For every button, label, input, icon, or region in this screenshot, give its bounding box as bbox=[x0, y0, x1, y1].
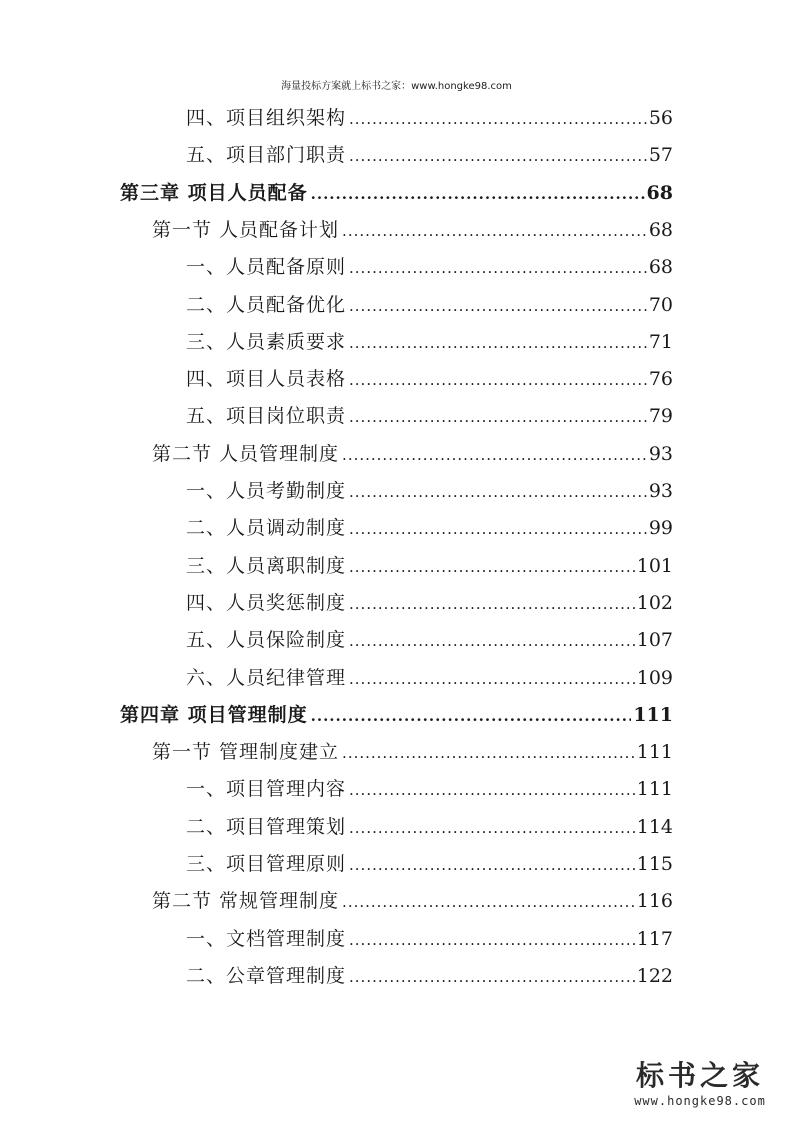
toc-entry-page: 122 bbox=[636, 964, 673, 987]
toc-leader-dots bbox=[349, 402, 647, 432]
toc-entry[interactable] bbox=[186, 252, 673, 282]
toc-entry[interactable] bbox=[186, 663, 673, 693]
toc-leader-dots bbox=[311, 179, 645, 209]
toc-entry-page: 76 bbox=[648, 368, 673, 391]
toc-entry[interactable] bbox=[186, 588, 673, 618]
toc-entry-page: 93 bbox=[648, 442, 673, 465]
toc-entry-label: 第二节 人员管理制度 bbox=[152, 442, 340, 465]
toc-entry-label: 二、项目管理策划 bbox=[186, 815, 347, 838]
toc-leader-dots bbox=[349, 925, 635, 955]
toc-entry[interactable] bbox=[186, 401, 673, 431]
toc-entry-label: 一、人员配备原则 bbox=[186, 256, 347, 279]
toc-entry-label: 二、人员调动制度 bbox=[186, 517, 347, 540]
toc-entry-page: 71 bbox=[648, 330, 673, 353]
toc-leader-dots bbox=[349, 626, 635, 656]
toc-entry-label: 一、项目管理内容 bbox=[186, 778, 347, 801]
toc-entry-label: 第二节 常规管理制度 bbox=[152, 890, 340, 913]
toc-section-entry[interactable] bbox=[152, 886, 673, 916]
toc-entry-page: 101 bbox=[636, 554, 673, 577]
toc-entry-label: 六、人员纪律管理 bbox=[186, 666, 347, 689]
toc-leader-dots bbox=[349, 514, 647, 544]
site-logo bbox=[625, 1054, 775, 1108]
toc-entry-label: 三、人员素质要求 bbox=[186, 330, 347, 353]
toc-entry[interactable] bbox=[186, 513, 673, 543]
toc-leader-dots bbox=[349, 328, 647, 358]
toc-leader-dots bbox=[349, 589, 635, 619]
toc-entry-label: 二、公章管理制度 bbox=[186, 964, 347, 987]
toc-entry[interactable] bbox=[186, 849, 673, 879]
toc-chapter-entry[interactable] bbox=[120, 700, 673, 730]
toc-entry-label: 三、人员离职制度 bbox=[186, 554, 347, 577]
toc-entry[interactable] bbox=[186, 924, 673, 954]
toc-entry-page: 111 bbox=[636, 778, 673, 801]
toc-leader-dots bbox=[342, 440, 647, 470]
toc-entry-page: 99 bbox=[648, 517, 673, 540]
toc-entry-page: 68 bbox=[648, 218, 673, 241]
toc-leader-dots bbox=[349, 477, 647, 507]
toc-leader-dots bbox=[349, 664, 635, 694]
page-header: 海量投标方案就上标书之家：www.hongke98.com bbox=[281, 81, 512, 92]
toc-entry[interactable] bbox=[186, 961, 673, 991]
toc-entry[interactable] bbox=[186, 364, 673, 394]
toc-entry-label: 三、项目管理原则 bbox=[186, 853, 347, 875]
toc-entry-page: 115 bbox=[636, 853, 673, 875]
toc-entry-label: 第四章 项目管理制度 bbox=[120, 703, 308, 726]
toc-entry-page: 111 bbox=[636, 741, 673, 764]
toc-entry-page: 116 bbox=[636, 890, 673, 913]
toc-entry-label: 五、项目部门职责 bbox=[186, 144, 347, 167]
toc-entry[interactable] bbox=[186, 551, 673, 581]
toc-entry[interactable] bbox=[186, 476, 673, 506]
toc-entry-page: 102 bbox=[636, 591, 673, 614]
toc-entry[interactable] bbox=[186, 327, 673, 357]
toc-entry-label: 第一节 管理制度建立 bbox=[152, 741, 340, 764]
toc-section-entry[interactable] bbox=[152, 737, 673, 767]
toc-entry-page: 70 bbox=[648, 293, 673, 316]
toc-entry-page: 107 bbox=[636, 629, 673, 652]
toc-section-entry[interactable] bbox=[152, 439, 673, 469]
toc-leader-dots bbox=[342, 216, 647, 246]
toc-entry-page: 93 bbox=[648, 480, 673, 502]
toc-entry-page: 57 bbox=[648, 144, 673, 167]
toc-leader-dots bbox=[311, 701, 632, 731]
toc-entry-label: 二、人员配备优化 bbox=[186, 293, 347, 316]
toc-entry-page: 79 bbox=[648, 405, 673, 428]
toc-section-entry[interactable] bbox=[152, 215, 673, 245]
toc-entry[interactable] bbox=[186, 140, 673, 170]
toc-entry-page: 117 bbox=[636, 927, 673, 950]
toc-leader-dots bbox=[349, 552, 635, 582]
toc-leader-dots bbox=[342, 887, 635, 917]
toc-entry-label: 五、项目岗位职责 bbox=[186, 405, 347, 428]
toc-leader-dots bbox=[342, 738, 635, 768]
toc-entry-page: 68 bbox=[648, 256, 673, 279]
toc-leader-dots bbox=[349, 365, 647, 395]
toc-leader-dots bbox=[349, 141, 647, 171]
toc-leader-dots bbox=[349, 775, 635, 805]
toc-entry[interactable] bbox=[186, 103, 673, 133]
toc-leader-dots bbox=[349, 962, 635, 992]
toc-chapter-entry[interactable] bbox=[120, 178, 673, 208]
toc-entry-page: 114 bbox=[636, 815, 673, 838]
toc-entry-page: 111 bbox=[633, 703, 673, 726]
toc-entry-label: 四、人员奖惩制度 bbox=[186, 591, 347, 614]
toc-leader-dots bbox=[349, 850, 635, 880]
toc-entry[interactable] bbox=[186, 625, 673, 655]
toc-leader-dots bbox=[349, 104, 647, 134]
toc-entry-label: 第三章 项目人员配备 bbox=[120, 181, 308, 204]
toc-entry[interactable] bbox=[186, 290, 673, 320]
toc-entry-label: 五、人员保险制度 bbox=[186, 629, 347, 652]
toc-entry-label: 四、项目人员表格 bbox=[186, 368, 347, 391]
toc-leader-dots bbox=[349, 253, 647, 283]
toc-entry-page: 109 bbox=[636, 666, 673, 689]
toc-entry[interactable] bbox=[186, 812, 673, 842]
toc-leader-dots bbox=[349, 813, 635, 843]
toc-entry[interactable] bbox=[186, 774, 673, 804]
toc-entry-label: 一、文档管理制度 bbox=[186, 927, 347, 950]
toc-entry-label: 四、项目组织架构 bbox=[186, 107, 347, 129]
toc-entry-page: 56 bbox=[648, 107, 673, 129]
logo-url: www.hongke98.com bbox=[634, 1094, 766, 1108]
toc-entry-label: 第一节 人员配备计划 bbox=[152, 218, 340, 241]
logo-title: 标书之家 bbox=[635, 1059, 764, 1092]
toc-entry-page: 68 bbox=[646, 181, 673, 204]
toc-leader-dots bbox=[349, 291, 647, 321]
toc-entry-label: 一、人员考勤制度 bbox=[186, 480, 347, 502]
